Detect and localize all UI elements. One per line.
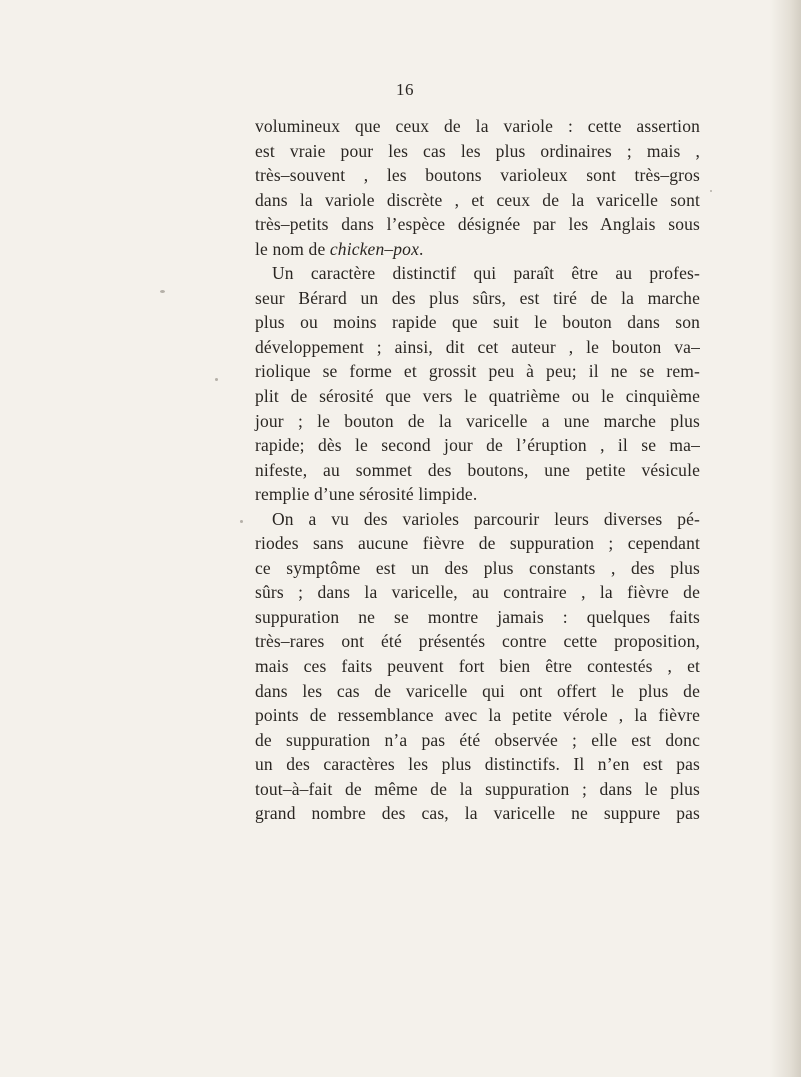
text-line: très–souvent , les boutons varioleux sont très–gros [255,165,700,186]
text-line: suppuration ne se montre jamais : quelques faits [255,606,700,627]
text-run: le nom de [255,238,330,259]
text-line: très–petits dans l’espèce désignée par les Anglais sous [255,214,700,235]
paragraph-start-line: On a vu des varioles parcourir leurs diverses pé- [272,508,700,529]
text-line: nifeste, au sommet des boutons, une petite vésicule [255,459,700,480]
text-line: dans les cas de varicelle qui ont offert le plus de [255,680,700,701]
text-line: rapide; dès le second jour de l’éruption , il se ma– [255,435,700,456]
text-line: dans la variole discrète , et ceux de la varicelle sont [255,189,700,210]
text-line: plit de sérosité que vers le quatrième ou le cinquième [255,386,700,407]
text-line: riolique se forme et grossit peu à peu; il ne se rem- [255,361,700,382]
text-line: points de ressemblance avec la petite vérole , la fièvre [255,705,700,726]
text-line: de suppuration n’a pas été observée ; elle est donc [255,729,700,750]
text-line: développement ; ainsi, dit cet auteur , le bouton va– [255,336,700,357]
text-line: tout–à–fait de même de la suppuration ; dans le plus [255,778,700,799]
paper-speck [215,378,218,381]
text-line: seur Bérard un des plus sûrs, est tiré de la marche [255,287,700,308]
text-run: . [419,238,424,259]
paragraph-start-line: Un caractère distinctif qui paraît être au profes- [272,263,700,284]
text-line: remplie d’une sérosité limpide. [255,484,478,505]
text-line [255,237,700,262]
text-line: un des caractères les plus distinctifs. Il n’en est pas [255,754,700,775]
paper-speck [240,520,243,523]
text-line: sûrs ; dans la varicelle, au contraire , la fièvre de [255,582,700,603]
body-text [255,114,700,826]
italic-term: chicken–pox [329,238,419,259]
paper-speck [160,290,165,293]
page-number: 16 [396,80,414,99]
text-line: riodes sans aucune fièvre de suppuration ; cependant [255,533,700,554]
paper-speck [710,190,712,192]
text-line: jour ; le bouton de la varicelle a une marche plus [255,410,700,431]
text-line: volumineux que ceux de la variole : cette assertion [255,116,700,136]
text-line: est vraie pour les cas les plus ordinaires ; mais , [255,140,700,161]
text-line: très–rares ont été présentés contre cette proposition, [255,631,700,652]
text-line: grand nombre des cas, la varicelle ne suppure pas [255,803,700,824]
text-line: mais ces faits peuvent fort bien être contestés , et [255,656,700,677]
text-line: ce symptôme est un des plus constants , des plus [255,557,700,578]
text-line: plus ou moins rapide que suit le bouton dans son [255,312,700,333]
